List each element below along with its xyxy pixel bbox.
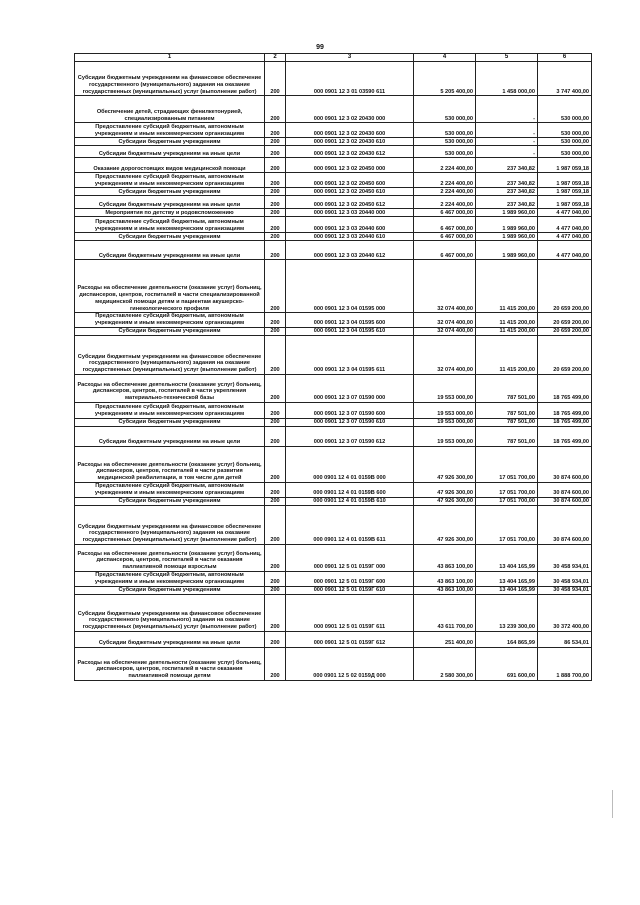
row-budget-classification: 000 0901 12 3 02 20430 612: [286, 146, 414, 158]
table-row: [75, 505, 592, 544]
row-unexecuted-amount: 20 659 200,00: [538, 313, 592, 328]
budget-execution-table: [74, 53, 592, 681]
row-budget-classification: 000 0901 12 3 02 20450 600: [286, 173, 414, 188]
row-budget-classification: 000 0901 12 3 07 01590 600: [286, 402, 414, 418]
column-number-row: [75, 54, 592, 62]
row-budget-classification: 000 0901 12 3 04 01595 000: [286, 260, 414, 313]
row-unexecuted-amount: 4 477 040,00: [538, 241, 592, 260]
table-row: [75, 96, 592, 123]
row-code: 200: [265, 418, 286, 426]
row-description: Субсидии бюджетным учреждениям на иные цели: [75, 426, 265, 446]
row-executed-amount: 1 989 960,00: [476, 209, 538, 217]
row-code: 200: [265, 217, 286, 233]
row-description: Субсидии бюджетным учреждениям: [75, 497, 265, 505]
row-approved-amount: 2 224 400,00: [414, 188, 476, 196]
row-description: Субсидии бюджетным учреждениям: [75, 138, 265, 146]
row-budget-classification: 000 0901 12 5 02 0159Д 000: [286, 647, 414, 680]
row-approved-amount: 530 000,00: [414, 138, 476, 146]
row-approved-amount: 530 000,00: [414, 146, 476, 158]
row-executed-amount: 1 989 960,00: [476, 217, 538, 233]
row-description: Субсидии бюджетным учреждениям на финансовое обеспечение государственного (муниципального) задания на оказание государственных (муниципальных) услуг (выполнение работ): [75, 594, 265, 631]
row-approved-amount: 2 224 400,00: [414, 173, 476, 188]
row-budget-classification: 000 0901 12 4 01 0159В 611: [286, 505, 414, 544]
row-budget-classification: 000 0901 12 3 02 20450 610: [286, 188, 414, 196]
row-executed-amount: -: [476, 123, 538, 138]
row-description: Мероприятия по детству и родовспоможению: [75, 209, 265, 217]
table-row: [75, 402, 592, 418]
row-budget-classification: 000 0901 12 3 03 20440 000: [286, 209, 414, 217]
row-budget-classification: 000 0901 12 4 01 0159В 610: [286, 497, 414, 505]
row-unexecuted-amount: 18 765 499,00: [538, 374, 592, 402]
column-header: 5: [476, 54, 538, 62]
table-row: [75, 544, 592, 571]
row-description: Оказание дорогостоящих видов медицинской помощи: [75, 158, 265, 173]
row-code: 200: [265, 188, 286, 196]
row-approved-amount: 5 205 400,00: [414, 62, 476, 96]
row-approved-amount: 43 863 100,00: [414, 586, 476, 594]
row-executed-amount: -: [476, 96, 538, 123]
table-row: [75, 418, 592, 426]
row-budget-classification: 000 0901 12 5 01 0159Г 612: [286, 631, 414, 647]
row-unexecuted-amount: 1 987 059,18: [538, 188, 592, 196]
row-executed-amount: 11 415 200,00: [476, 327, 538, 335]
row-description: Предоставление субсидий бюджетным, автономным учреждениям и иным некоммерческим организациям: [75, 402, 265, 418]
row-approved-amount: 32 074 400,00: [414, 260, 476, 313]
table-row: [75, 233, 592, 241]
table-row: [75, 217, 592, 233]
row-budget-classification: 000 0901 12 3 02 20430 000: [286, 96, 414, 123]
row-description: Субсидии бюджетным учреждениям: [75, 586, 265, 594]
row-description: Предоставление субсидий бюджетным, автономным учреждениям и иным некоммерческим организациям: [75, 571, 265, 586]
row-code: 200: [265, 335, 286, 374]
row-executed-amount: 237 340,82: [476, 173, 538, 188]
row-budget-classification: 000 0901 12 3 04 01595 611: [286, 335, 414, 374]
row-unexecuted-amount: 530 000,00: [538, 146, 592, 158]
row-unexecuted-amount: 30 874 600,00: [538, 497, 592, 505]
table-row: [75, 571, 592, 586]
row-executed-amount: 691 600,00: [476, 647, 538, 680]
row-approved-amount: 43 611 700,00: [414, 594, 476, 631]
row-approved-amount: 32 074 400,00: [414, 327, 476, 335]
row-unexecuted-amount: 1 888 700,00: [538, 647, 592, 680]
row-code: 200: [265, 571, 286, 586]
row-unexecuted-amount: 4 477 040,00: [538, 209, 592, 217]
row-approved-amount: 32 074 400,00: [414, 313, 476, 328]
table-row: [75, 173, 592, 188]
column-header: 2: [265, 54, 286, 62]
row-unexecuted-amount: 18 765 499,00: [538, 402, 592, 418]
row-code: 200: [265, 482, 286, 497]
row-budget-classification: 000 0901 12 3 02 20450 000: [286, 158, 414, 173]
row-executed-amount: 11 415 200,00: [476, 260, 538, 313]
row-code: 200: [265, 260, 286, 313]
row-description: Расходы на обеспечение деятельности (оказание услуг) больниц, диспансеров, центров, госпиталей в части укрепления материально-технической базы: [75, 374, 265, 402]
row-approved-amount: 47 926 300,00: [414, 482, 476, 497]
row-unexecuted-amount: 18 765 499,00: [538, 418, 592, 426]
row-code: 200: [265, 196, 286, 209]
row-approved-amount: 47 926 300,00: [414, 497, 476, 505]
row-description: Субсидии бюджетным учреждениям на финансовое обеспечение государственного (муниципального) задания на оказание государственных (муниципальных) услуг (выполнение работ): [75, 62, 265, 96]
table-row: [75, 594, 592, 631]
row-executed-amount: 237 340,82: [476, 158, 538, 173]
row-executed-amount: -: [476, 138, 538, 146]
table-row: [75, 426, 592, 446]
scan-artifact-line: [612, 790, 613, 818]
row-description: Субсидии бюджетным учреждениям: [75, 233, 265, 241]
table-row: [75, 446, 592, 482]
row-executed-amount: 164 865,99: [476, 631, 538, 647]
row-budget-classification: 000 0901 12 3 07 01590 610: [286, 418, 414, 426]
row-unexecuted-amount: 30 458 934,01: [538, 586, 592, 594]
row-code: 200: [265, 647, 286, 680]
row-executed-amount: 787 501,00: [476, 374, 538, 402]
row-budget-classification: 000 0901 12 5 01 0159Г 611: [286, 594, 414, 631]
row-executed-amount: 1 989 960,00: [476, 241, 538, 260]
row-code: 200: [265, 402, 286, 418]
row-description: Субсидии бюджетным учреждениям на финансовое обеспечение государственного (муниципального) задания на оказание государственных (муниципальных) услуг (выполнение работ): [75, 335, 265, 374]
row-executed-amount: 237 340,82: [476, 188, 538, 196]
row-code: 200: [265, 426, 286, 446]
row-unexecuted-amount: 30 874 600,00: [538, 482, 592, 497]
row-description: Предоставление субсидий бюджетным, автономным учреждениям и иным некоммерческим организациям: [75, 313, 265, 328]
row-budget-classification: 000 0901 12 5 01 0159Г 000: [286, 544, 414, 571]
row-code: 200: [265, 505, 286, 544]
row-description: Предоставление субсидий бюджетным, автономным учреждениям и иным некоммерческим организациям: [75, 123, 265, 138]
row-unexecuted-amount: 530 000,00: [538, 123, 592, 138]
row-executed-amount: -: [476, 146, 538, 158]
row-executed-amount: 17 051 700,00: [476, 505, 538, 544]
row-description: Субсидии бюджетным учреждениям: [75, 188, 265, 196]
row-unexecuted-amount: 1 987 059,18: [538, 158, 592, 173]
row-code: 200: [265, 631, 286, 647]
row-budget-classification: 000 0901 12 3 02 20430 610: [286, 138, 414, 146]
table-row: [75, 586, 592, 594]
table-row: [75, 241, 592, 260]
column-header: 3: [286, 54, 414, 62]
row-description: Предоставление субсидий бюджетным, автономным учреждениям и иным некоммерческим организациям: [75, 173, 265, 188]
row-executed-amount: 787 501,00: [476, 426, 538, 446]
row-unexecuted-amount: 30 874 600,00: [538, 505, 592, 544]
column-header: 4: [414, 54, 476, 62]
row-approved-amount: 530 000,00: [414, 123, 476, 138]
row-executed-amount: 1 989 960,00: [476, 233, 538, 241]
row-description: Субсидии бюджетным учреждениям: [75, 327, 265, 335]
table-row: [75, 146, 592, 158]
row-approved-amount: 47 926 300,00: [414, 446, 476, 482]
row-code: 200: [265, 173, 286, 188]
row-budget-classification: 000 0901 12 3 07 01590 612: [286, 426, 414, 446]
row-unexecuted-amount: 20 659 200,00: [538, 327, 592, 335]
row-budget-classification: 000 0901 12 3 07 01590 000: [286, 374, 414, 402]
row-executed-amount: 17 051 700,00: [476, 446, 538, 482]
row-unexecuted-amount: 1 987 059,18: [538, 196, 592, 209]
row-approved-amount: 2 224 400,00: [414, 158, 476, 173]
row-unexecuted-amount: 20 659 200,00: [538, 335, 592, 374]
row-executed-amount: 11 415 200,00: [476, 335, 538, 374]
row-budget-classification: 000 0901 12 3 03 20440 600: [286, 217, 414, 233]
column-header: 6: [538, 54, 592, 62]
table-row: [75, 647, 592, 680]
row-budget-classification: 000 0901 12 3 02 20430 600: [286, 123, 414, 138]
row-executed-amount: 13 404 165,99: [476, 544, 538, 571]
row-code: 200: [265, 327, 286, 335]
row-executed-amount: 17 051 700,00: [476, 482, 538, 497]
row-unexecuted-amount: 30 372 400,00: [538, 594, 592, 631]
table-body: [75, 62, 592, 681]
row-approved-amount: 530 000,00: [414, 96, 476, 123]
row-approved-amount: 43 863 100,00: [414, 571, 476, 586]
row-code: 200: [265, 96, 286, 123]
table-row: [75, 158, 592, 173]
row-executed-amount: 11 415 200,00: [476, 313, 538, 328]
row-description: Расходы на обеспечение деятельности (оказание услуг) больниц, диспансеров, центров, госпиталей в части специализированной медицинской помощи детям и пациентам акушерско-гинекологического профиля: [75, 260, 265, 313]
row-code: 200: [265, 209, 286, 217]
row-executed-amount: 1 458 000,00: [476, 62, 538, 96]
row-executed-amount: 13 404 165,99: [476, 571, 538, 586]
row-approved-amount: 19 553 000,00: [414, 402, 476, 418]
row-description: Предоставление субсидий бюджетным, автономным учреждениям и иным некоммерческим организациям: [75, 217, 265, 233]
row-approved-amount: 251 400,00: [414, 631, 476, 647]
row-budget-classification: 000 0901 12 3 02 20450 612: [286, 196, 414, 209]
table-row: [75, 335, 592, 374]
row-executed-amount: 787 501,00: [476, 402, 538, 418]
row-approved-amount: 47 926 300,00: [414, 505, 476, 544]
table-row: [75, 313, 592, 328]
table-row: [75, 631, 592, 647]
table-row: [75, 188, 592, 196]
row-description: Субсидии бюджетным учреждениям на финансовое обеспечение государственного (муниципального) задания на оказание государственных (муниципальных) услуг (выполнение работ): [75, 505, 265, 544]
row-unexecuted-amount: 86 534,01: [538, 631, 592, 647]
row-unexecuted-amount: 1 987 059,18: [538, 173, 592, 188]
row-code: 200: [265, 138, 286, 146]
row-approved-amount: 19 553 000,00: [414, 426, 476, 446]
row-code: 200: [265, 62, 286, 96]
row-budget-classification: 000 0901 12 3 03 20440 612: [286, 241, 414, 260]
row-code: 200: [265, 446, 286, 482]
row-code: 200: [265, 241, 286, 260]
row-code: 200: [265, 374, 286, 402]
row-executed-amount: 13 239 300,00: [476, 594, 538, 631]
row-budget-classification: 000 0901 12 3 04 01595 600: [286, 313, 414, 328]
row-description: Расходы на обеспечение деятельности (оказание услуг) больниц, диспансеров, центров, госпиталей в части оказания паллиативной помощи детям: [75, 647, 265, 680]
row-code: 200: [265, 123, 286, 138]
row-approved-amount: 2 580 300,00: [414, 647, 476, 680]
row-approved-amount: 19 553 000,00: [414, 418, 476, 426]
row-unexecuted-amount: 30 874 600,00: [538, 446, 592, 482]
row-budget-classification: 000 0901 12 5 01 0159Г 600: [286, 571, 414, 586]
row-description: Субсидии бюджетным учреждениям на иные цели: [75, 631, 265, 647]
table-row: [75, 327, 592, 335]
row-description: Субсидии бюджетным учреждениям на иные цели: [75, 146, 265, 158]
row-unexecuted-amount: 20 659 200,00: [538, 260, 592, 313]
row-description: Предоставление субсидий бюджетным, автономным учреждениям и иным некоммерческим организациям: [75, 482, 265, 497]
table-row: [75, 482, 592, 497]
table-row: [75, 62, 592, 96]
row-approved-amount: 2 224 400,00: [414, 196, 476, 209]
table-row: [75, 260, 592, 313]
row-code: 200: [265, 586, 286, 594]
row-approved-amount: 32 074 400,00: [414, 335, 476, 374]
row-approved-amount: 19 553 000,00: [414, 374, 476, 402]
column-header: 1: [75, 54, 265, 62]
row-budget-classification: 000 0901 12 4 01 0159В 000: [286, 446, 414, 482]
row-approved-amount: 6 467 000,00: [414, 209, 476, 217]
table-row: [75, 123, 592, 138]
row-approved-amount: 43 863 100,00: [414, 544, 476, 571]
row-approved-amount: 6 467 000,00: [414, 217, 476, 233]
table-row: [75, 374, 592, 402]
row-description: Обеспечение детей, страдающих фенилкетонурией, специализированным питанием: [75, 96, 265, 123]
row-unexecuted-amount: 4 477 040,00: [538, 217, 592, 233]
row-budget-classification: 000 0901 12 3 03 20440 610: [286, 233, 414, 241]
table-row: [75, 196, 592, 209]
row-budget-classification: 000 0901 12 4 01 0159В 600: [286, 482, 414, 497]
row-code: 200: [265, 544, 286, 571]
row-executed-amount: 787 501,00: [476, 418, 538, 426]
row-unexecuted-amount: 30 458 934,01: [538, 571, 592, 586]
row-code: 200: [265, 233, 286, 241]
row-code: 200: [265, 158, 286, 173]
row-executed-amount: 13 404 165,99: [476, 586, 538, 594]
row-description: Субсидии бюджетным учреждениям: [75, 418, 265, 426]
row-unexecuted-amount: 30 458 934,01: [538, 544, 592, 571]
row-unexecuted-amount: 530 000,00: [538, 138, 592, 146]
row-description: Расходы на обеспечение деятельности (оказание услуг) больниц, диспансеров, центров, госпиталей в части оказания паллиативной помощи взрослым: [75, 544, 265, 571]
row-budget-classification: 000 0901 12 3 04 01595 610: [286, 327, 414, 335]
row-code: 200: [265, 313, 286, 328]
row-budget-classification: 000 0901 12 5 01 0159Г 610: [286, 586, 414, 594]
row-approved-amount: 6 467 000,00: [414, 233, 476, 241]
row-executed-amount: 17 051 700,00: [476, 497, 538, 505]
row-unexecuted-amount: 18 765 499,00: [538, 426, 592, 446]
row-executed-amount: 237 340,82: [476, 196, 538, 209]
row-unexecuted-amount: 530 000,00: [538, 96, 592, 123]
row-description: Расходы на обеспечение деятельности (оказание услуг) больниц, диспансеров, центров, госпиталей в части развития медицинской реабилитации, в том числе для детей: [75, 446, 265, 482]
table-row: [75, 497, 592, 505]
row-approved-amount: 6 467 000,00: [414, 241, 476, 260]
table-row: [75, 209, 592, 217]
row-code: 200: [265, 497, 286, 505]
table-row: [75, 138, 592, 146]
row-description: Субсидии бюджетным учреждениям на иные цели: [75, 196, 265, 209]
row-description: Субсидии бюджетным учреждениям на иные цели: [75, 241, 265, 260]
row-code: 200: [265, 594, 286, 631]
page-number: 99: [316, 44, 324, 51]
row-budget-classification: 000 0901 12 3 01 03590 611: [286, 62, 414, 96]
row-code: 200: [265, 146, 286, 158]
row-unexecuted-amount: 4 477 040,00: [538, 233, 592, 241]
row-unexecuted-amount: 3 747 400,00: [538, 62, 592, 96]
